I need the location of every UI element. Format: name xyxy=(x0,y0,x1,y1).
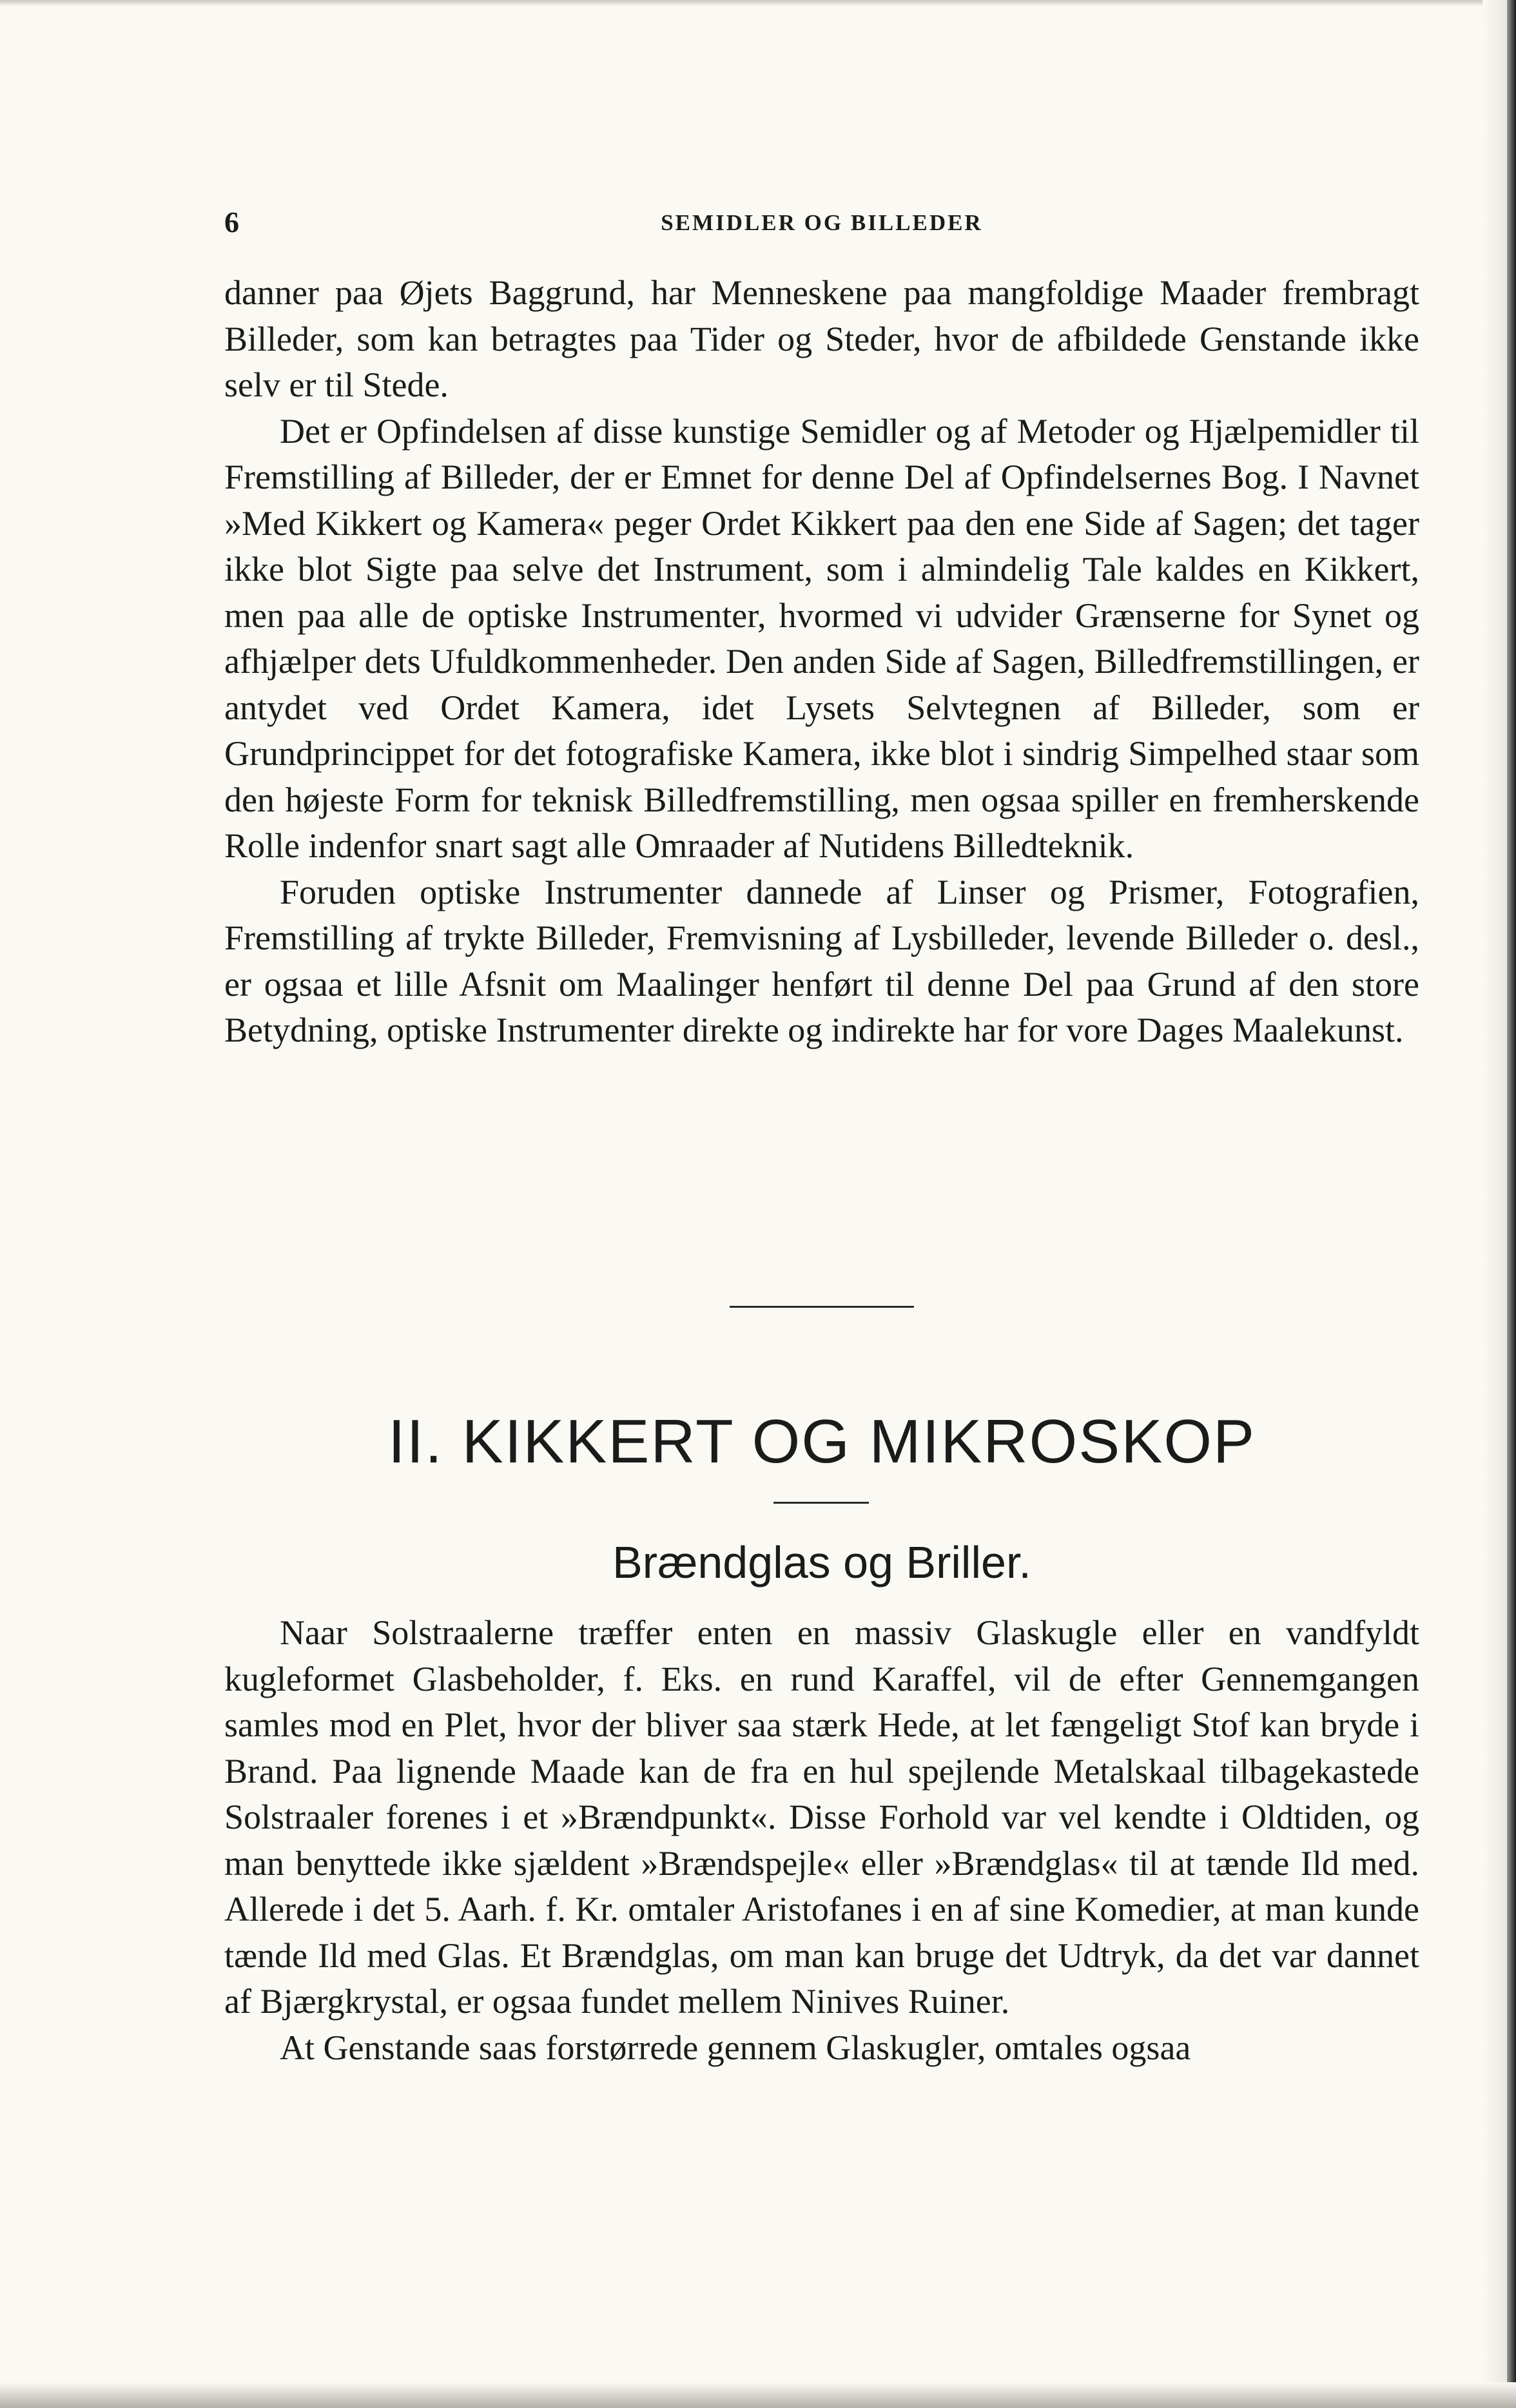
section-divider-rule xyxy=(730,1306,914,1308)
page-top-edge xyxy=(0,0,1516,6)
chapter-heading-rule xyxy=(773,1502,869,1504)
chapter-heading: II. KIKKERT OG MIKROSKOP xyxy=(387,1407,1256,1476)
paragraph: Det er Opfindelsen af disse kunstige Semidler og af Metoder og Hjælpemidler til Fremstilling af Billeder, der er Emnet for denne Del af Opfindelsernes Bog. I Navnet »Med Kikkert og Kamera« peger Ordet Kikkert paa den ene Side af Sagen; det tager ikke blot Sigte paa selve det Instrument, som i almindelig Tale kaldes en Kikkert, men paa alle de optiske Instrumenter, hvormed vi udvider Grænserne for Synet og afhjælper dets Ufuldkommenheder. Den anden Side af Sagen, Billedfremstillingen, er antydet ved Ordet Kamera, idet Lysets Selvtegnen af Billeder, som er Grundprincippet for det fotografiske Kamera, ikke blot i sindrig Simpelhed staar som den højeste Form for teknisk Billedfremstilling, men ogsaa spiller en fremherskende Rolle indenfor snart sagt alle Omraader af Nutidens Billedteknik. xyxy=(224,411,1419,865)
paragraph: Naar Solstraalerne træffer enten en massiv Glaskugle eller en vandfyldt kugleformet Glasbeholder, f. Eks. en rund Karaffel, vil de efter Gennemgangen samles mod en Plet, hvor der bliver saa stærk Hede, at let fængeligt Stof kan bryde i Brand. Paa lignende Maade kan de fra en hul spejlende Metalskaal tilbagekastede Solstraaler forenes i et »Brændpunkt«. Disse Forhold var vel kendte i Oldtiden, og man benyttede ikke sjældent »Brændspejle« eller »Brændglas« til at tænde Ild med. Allerede i det 5. Aarh. f. Kr. omtaler Aristofanes i en af sine Komedier, at man kunde tænde Ild med Glas. Et Brændglas, om man kan bruge det Udtryk, da det var dannet af Bjærgkrystal, er ogsaa fundet mellem Ninives Ruiner. xyxy=(224,1613,1419,2021)
body-text-introduction xyxy=(224,270,1419,1054)
page-bottom-edge xyxy=(0,2382,1516,2408)
running-head-title: SEMIDLER OG BILLEDER xyxy=(661,210,983,235)
section-heading: Brændglas og Briller. xyxy=(612,1537,1031,1588)
paragraph: Foruden optiske Instrumenter dannede af Linser og Prismer, Fotografien, Fremstilling af trykte Billeder, Fremvisning af Lysbilleder, levende Billeder o. desl., er ogsaa et lille Afsnit om Maalinger henført til denne Del paa Grund af den store Betydning, optiske Instrumenter direkte og indirekte har for vore Dages Maalekunst. xyxy=(224,872,1419,1049)
running-head xyxy=(224,205,1419,241)
page-right-edge xyxy=(1507,0,1516,2408)
body-text-chapter xyxy=(224,1610,1419,2071)
paragraph: danner paa Øjets Baggrund, har Menneskene paa mangfoldige Maader frembragt Billeder, som kan betragtes paa Tider og Steder, hvor de afbildede Genstande ikke selv er til Stede. xyxy=(224,273,1419,404)
paragraph: At Genstande saas forstørrede gennem Glaskugler, omtales ogsaa xyxy=(280,2028,1191,2067)
page-gutter-shadow xyxy=(1482,0,1507,2408)
page-number: 6 xyxy=(224,206,239,238)
